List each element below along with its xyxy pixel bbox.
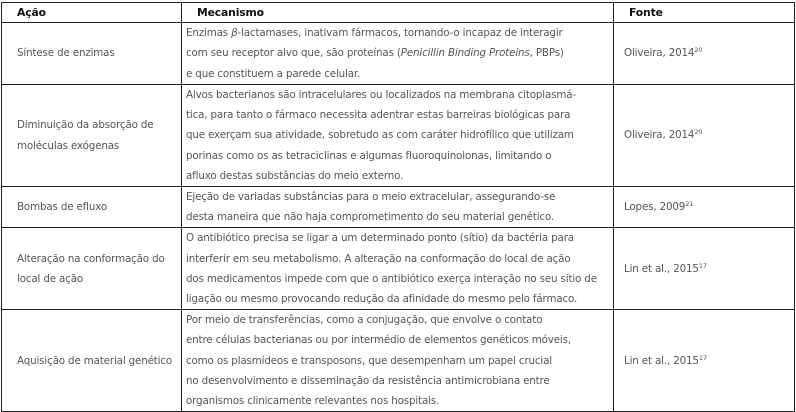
action-text: Diminuição da absorção de [17,119,154,132]
mechanism-text: dos medicamentos impede com que o antibiótico exerça interação no seu sítio de [186,272,597,285]
header-mechanism: Mecanismo [182,3,614,23]
mechanism-cell [182,310,614,412]
source-citation: Lin et al., 2015 [624,262,699,275]
mechanism-italic-text: β [231,27,238,40]
source-citation: Oliveira, 2014 [624,47,695,60]
header-source: Fonte [614,3,795,23]
source-citation: Oliveira, 2014 [624,129,695,142]
mechanism-cell [182,228,614,310]
header-action: Ação [2,3,182,23]
mechanism-text: organismos clinicamente relevantes nos hospitais. [186,395,440,408]
action-cell [2,23,182,85]
mechanism-text: Alvos bacterianos são intracelulares ou localizados na membrana citoplasmá- [186,89,577,101]
mechanism-italic-text: Penicillin Binding Proteins [400,47,530,60]
mechanism-text: interferir em seu metabolismo. A alteração na conformação do local de ação [186,252,571,265]
action-text: local de ação [17,272,84,285]
mechanism-cell [182,23,614,85]
reference-number: 20 [694,128,703,137]
action-cell [2,85,182,187]
header-row [2,3,795,23]
action-text: Bombas de efluxo [17,201,108,214]
reference-number: 17 [698,353,707,362]
action-text: moléculas exógenas [17,139,120,152]
source-cell [614,310,795,412]
mechanism-text: desta maneira que não haja comprometimento do seu material genético. [186,211,555,224]
action-text: Síntese de enzimas [17,47,115,60]
mechanism-text: O antibiótico precisa se ligar a um determinado ponto (sítio) da bactéria para [186,232,574,245]
source-cell [614,187,795,228]
mechanism-text: tica, para tanto o fármaco necessita adentrar estas barreiras biológicas para [186,109,571,122]
mechanism-text: como os plasmídeos e transposons, que desempenham um papel crucial [186,354,552,367]
source-cell [614,228,795,310]
resistance-mechanisms-table [1,2,795,412]
source-citation: Lin et al., 2015 [624,354,699,367]
mechanism-cell [182,85,614,187]
source-citation: Lopes, 2009 [624,201,686,214]
reference-number: 20 [694,46,703,55]
mechanism-text: que exerçam sua atividade, sobretudo as com caráter hidrofílico que utilizam [186,129,574,142]
mechanism-text: -lactamases, inativam fármacos, tornando-o incapaz de interagir [237,27,563,40]
action-cell [2,310,182,412]
mechanism-text: Ejeção de variadas substâncias para o meio extracelular, assegurando-se [186,191,556,204]
table-row [2,187,795,228]
source-cell [614,23,795,85]
reference-number: 17 [698,261,707,270]
action-cell [2,187,182,228]
mechanism-text: e que constituem a parede celular. [186,67,361,80]
table-row [2,23,795,85]
table-row [2,310,795,412]
mechanism-text: Por meio de transferências, como a conjugação, que envolve o contato [186,314,543,327]
source-cell [614,85,795,187]
mechanism-cell [182,187,614,228]
table-row [2,85,795,187]
mechanism-text: afluxo destas substâncias do meio externo. [186,169,404,182]
mechanism-text: entre células bacterianas ou por intermédio de elementos genéticos móveis, [186,334,571,347]
reference-number: 21 [685,200,694,209]
action-text: Alteração na conformação do [17,252,165,265]
mechanism-text: Enzimas [186,27,232,40]
table-row [2,228,795,310]
mechanism-text: ligação ou mesmo provocando redução da afinidade do mesmo pelo fármaco. [186,293,578,306]
mechanism-text: com seu receptor alvo que, são proteínas ( [186,47,401,60]
mechanism-text: porinas como os as tetraciclinas e algumas fluoroquinolonas, limitando o [186,149,552,162]
action-cell [2,228,182,310]
mechanism-text: , PBPs) [529,47,564,60]
mechanism-text: no desenvolvimento e disseminação da resistência antimicrobiana entre [186,374,550,387]
table-body [2,23,795,412]
action-text: Aquisição de material genético [17,354,173,367]
